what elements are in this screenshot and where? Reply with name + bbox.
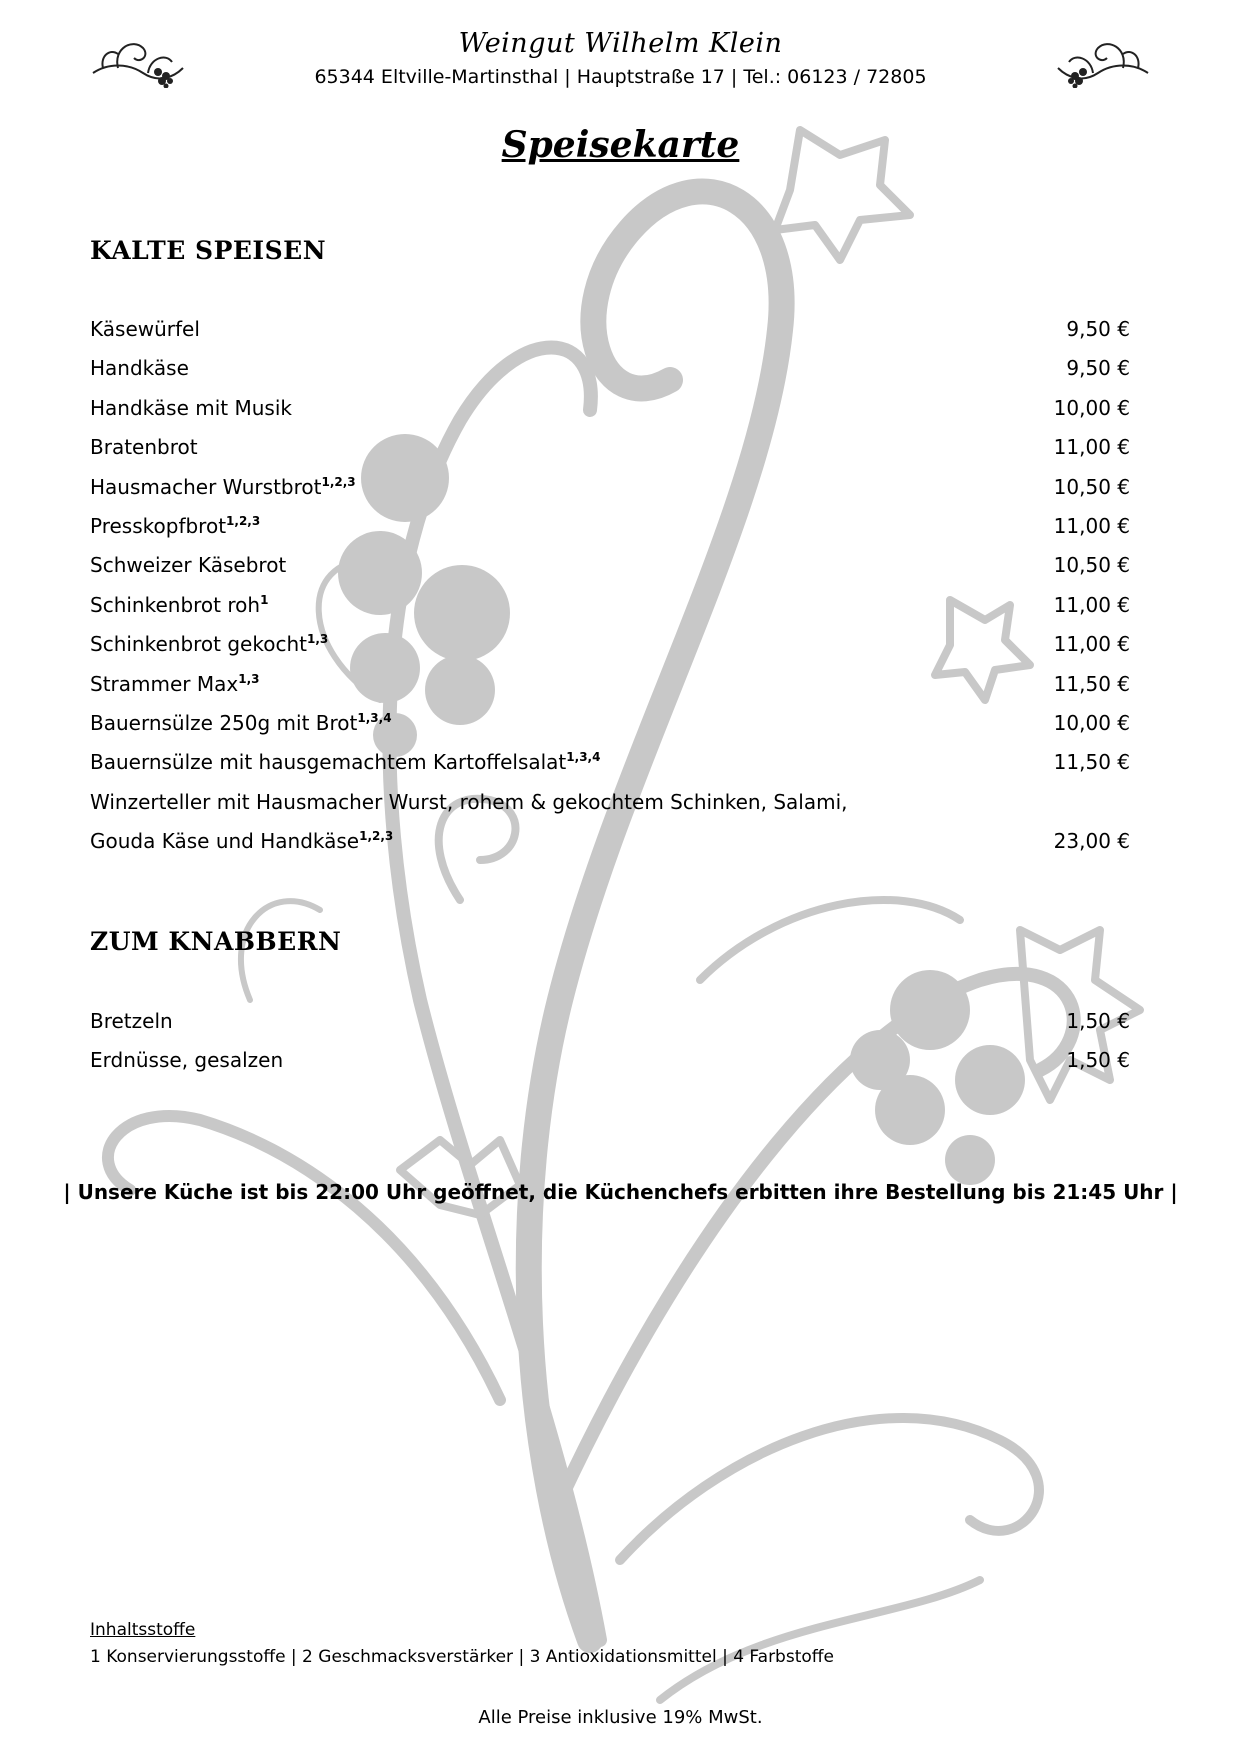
menu-list-zum-knabbern bbox=[90, 1002, 1130, 1081]
menu-item bbox=[90, 310, 1130, 349]
menu-item bbox=[90, 704, 1130, 743]
item-price: 1,50 € bbox=[1066, 1009, 1130, 1033]
menu-item bbox=[90, 586, 1130, 625]
item-price: 23,00 € bbox=[1053, 829, 1130, 854]
item-name: Bauernsülze 250g mit Brot$^{1,3,4}$ bbox=[90, 710, 392, 735]
menu-item bbox=[90, 822, 1130, 861]
item-name: Erdnüsse, gesalzen bbox=[90, 1048, 284, 1073]
item-price: 11,00 € bbox=[1053, 435, 1130, 460]
item-price: 10,00 € bbox=[1053, 395, 1130, 420]
item-name: Hausmacher Wurstbrot$^{1,2,3}$ bbox=[90, 474, 356, 499]
item-name: Schweizer Käsebrot bbox=[90, 553, 287, 578]
item-price: 10,50 € bbox=[1053, 553, 1130, 578]
winery-address: 65344 Eltville-Martinsthal | Hauptstraße 17 | Tel.: 06123 / 72805 bbox=[314, 66, 927, 88]
item-price: 10,50 € bbox=[1053, 474, 1130, 499]
menu-item bbox=[90, 1002, 1130, 1041]
item-price: 11,50 € bbox=[1053, 671, 1130, 696]
menu-item bbox=[90, 428, 1130, 467]
menu-item bbox=[90, 783, 1130, 822]
item-price: 11,00 € bbox=[1053, 592, 1130, 617]
item-name: Handkäse bbox=[90, 356, 189, 381]
kitchen-hours-notice: | Unsere Küche ist bis 22:00 Uhr geöffnet, die Küchenchefs erbitten ihre Bestellung bis 21:45 Uhr | bbox=[63, 1180, 1178, 1204]
menu-item bbox=[90, 665, 1130, 704]
item-price: 9,50 € bbox=[1066, 317, 1130, 341]
menu-item bbox=[90, 546, 1130, 585]
item-name: Presskopfbrot$^{1,2,3}$ bbox=[90, 513, 261, 538]
item-name: Strammer Max$^{1,3}$ bbox=[90, 671, 260, 696]
item-price: 11,00 € bbox=[1053, 513, 1130, 538]
menu-item bbox=[90, 389, 1130, 428]
menu-item bbox=[90, 349, 1130, 388]
item-price: 1,50 € bbox=[1066, 1048, 1130, 1073]
item-name: Handkäse mit Musik bbox=[90, 395, 292, 420]
item-name: Schinkenbrot gekocht$^{1,3}$ bbox=[90, 632, 329, 657]
item-name: Winzerteller mit Hausmacher Wurst, rohem & gekochtem Schinken, Salami, bbox=[90, 789, 848, 814]
page-title: Speisekarte bbox=[501, 124, 740, 166]
item-price: 11,00 € bbox=[1053, 632, 1130, 657]
item-price: 9,50 € bbox=[1066, 356, 1130, 381]
section-title-zum-knabbern: ZUM KNABBERN bbox=[90, 927, 342, 956]
item-name: Bretzeln bbox=[90, 1009, 173, 1033]
item-price: 10,00 € bbox=[1053, 710, 1130, 735]
menu-item bbox=[90, 625, 1130, 664]
menu-item bbox=[90, 507, 1130, 546]
item-name: Bauernsülze mit hausgemachtem Kartoffelsalat$^{1,3,4}$ bbox=[90, 750, 601, 775]
section-title-kalte-speisen: KALTE SPEISEN bbox=[90, 236, 327, 265]
allergen-legend-title: Inhaltsstoffe bbox=[90, 1620, 196, 1640]
menu-item bbox=[90, 468, 1130, 507]
menu-item bbox=[90, 743, 1130, 782]
item-name: Bratenbrot bbox=[90, 435, 198, 460]
item-name: Schinkenbrot roh$^1$ bbox=[90, 592, 269, 617]
winery-name: Weingut Wilhelm Klein bbox=[458, 28, 783, 59]
menu-list-kalte-speisen bbox=[90, 310, 1130, 861]
allergen-legend: 1 Konservierungsstoffe | 2 Geschmacksverstärker | 3 Antioxidationsmittel | 4 Farbstoffe bbox=[90, 1647, 834, 1667]
vat-note: Alle Preise inklusive 19% MwSt. bbox=[478, 1707, 763, 1728]
item-name: Käsewürfel bbox=[90, 317, 200, 341]
item-price: 11,50 € bbox=[1053, 750, 1130, 775]
item-name: Gouda Käse und Handkäse$^{1,2,3}$ bbox=[90, 829, 394, 854]
menu-item bbox=[90, 1041, 1130, 1080]
